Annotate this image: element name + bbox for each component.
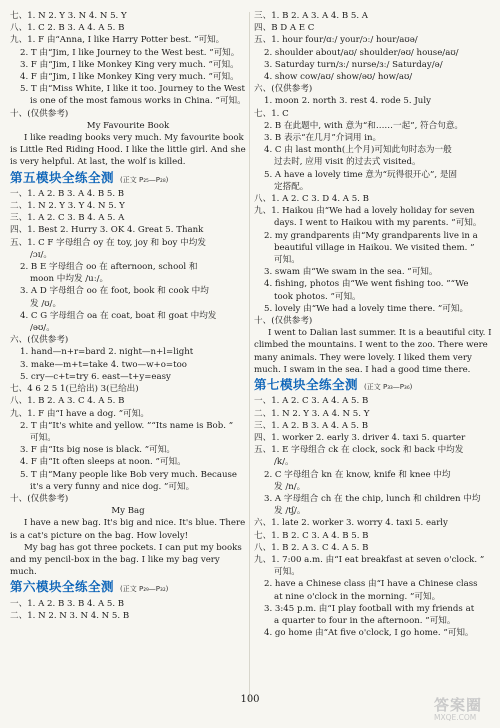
section-heading [10,581,246,595]
answer-line: 3. make—m+t=take 4. two—w+o=too [20,359,187,370]
answer-line: 三、1. A 2. B 3. A 4. A 5. B [254,420,369,431]
answer-line: 六、(仅供参考) [10,335,69,346]
answer-line: 九、1. F 由“Anna, I like Harry Potter best. ”可知。 [10,35,225,46]
answer-line: 八、1. C 2. B 3. A 4. A 5. B [10,23,125,34]
answer-line: 发 /ʊ/。 [30,298,62,309]
answer-line: 发 /n/。 [274,481,306,492]
answer-line: 七、1. C [254,108,289,119]
answer-line: 5. T 由“Many people like Bob very much. Because [20,469,237,480]
answer-line: 5. lovely 由“We had a lovely time there. ”可知。 [264,303,469,314]
section-heading [254,379,492,393]
essay-paragraph: I like reading books very much. My favourite book is Little Red Riding Hood. I like the little girl. And she is very helpful. At last, the wolf is killed. [10,133,246,168]
answer-line: 3. 3:45 p.m. 由“I play football with my friends at [264,603,475,614]
answer-line: 一、1. A 2. B 3. A 4. B 5. B [10,188,125,199]
answer-line: 5. A have a lovely time 意为“玩得很开心”, 是固 [264,169,458,180]
answer-line: 二、1. N 2. N 3. N 4. N 5. B [10,610,130,621]
answer-line: 3. F 由“Its big nose is black. ”可知。 [20,445,175,456]
answer-line: 2. have a Chinese class 由“I have a Chinese class [264,579,478,590]
answer-line: 4. go home 由“At five o'clock, I go home. ”可知。 [264,628,474,639]
watermark-main: 答案圈 [434,696,483,714]
answer-line: at nine o'clock in the morning. ”可知。 [274,591,441,602]
answer-line: 一、1. A 2. B 3. B 4. A 5. B [10,598,125,609]
answer-line: 九、1. 7:00 a.m. 由“I eat breakfast at seven o'clock. ” [254,554,485,565]
answer-line: 十、(仅供参考) [254,316,313,327]
section-title: 第七模块全练全测 [254,377,359,393]
answer-line: 九、1. Haikou 由“We had a lovely holiday for seven [254,206,475,217]
right-column [254,10,492,639]
answer-line: 五、1. E 字母组合 ck 在 clock, sock 和 back 中均发 [254,445,464,456]
answer-line: 2. my grandparents 由“My grandparents live in a [264,230,478,241]
answer-line: 定搭配。 [274,181,309,192]
answer-line: 可知。 [274,255,300,266]
answer-line: 4. F 由“It often sleeps at noon. ”可知。 [20,457,186,468]
column-divider [249,12,250,702]
answer-line: 可知。 [274,567,300,578]
answer-line: 4. show cow/aʊ/ show/əʊ/ how/aʊ/ [264,72,413,83]
answer-line: took photos. ”可知。 [274,291,361,302]
essay-paragraph: I went to Dalian last summer. It is a beautiful city. I climbed the mountains. I went to the zoo. There were many animals. They were lovely. I liked them very much. I swam in the sea. I had a good time there. [254,328,492,375]
answer-line: 十、(仅供参考) [10,493,69,504]
section-title: 第六模块全练全测 [10,579,115,595]
answer-line: beautiful village in Haikou. We visited them. ” [274,242,475,253]
answer-line: 六、(仅供参考) [254,84,313,95]
answer-line: 2. T 由“It's white and yellow. ”“Its name is Bob. ” [20,420,234,431]
answer-line: 发 /tʃ/。 [274,506,306,517]
answer-line: 5. T 由“Miss White, I like it too. Journey to the West [20,84,246,95]
answer-line: a quarter to four in the afternoon. ”可知。 [274,615,456,626]
section-page-range: (正文 P₃₃—P₃₆) [364,383,413,392]
answer-line: 九、1. F 由“I have a dog. ”可知。 [10,408,149,419]
answer-line: 2. B E 字母组合 oo 在 afternoon, school 和 [20,262,198,273]
answer-line: 1. moon 2. north 3. rest 4. rode 5. July [264,96,431,107]
answer-line: 七、4 6 2 5 1(已给出) 3(已给出) [10,384,139,395]
answer-line: 2. shoulder about/aʊ/ shoulder/əʊ/ house/aʊ/ [264,47,459,58]
watermark-logo [434,694,494,724]
answer-line: 五、1. C F 字母组合 oy 在 toy, joy 和 boy 中均发 [10,237,206,248]
answer-line: /ɔɪ/。 [30,249,52,260]
answer-line: 二、1. N 2. Y 3. A 4. N 5. Y [254,408,370,419]
answer-line: 三、1. A 2. C 3. B 4. A 5. A [10,213,125,224]
section-page-range: (正文 P₂₅—P₂₈) [120,175,169,184]
answer-line: 2. C 字母组合 kn 在 know, knife 和 knee 中均 [264,469,451,480]
answer-line: 二、1. N 2. Y 3. Y 4. N 5. Y [10,201,125,212]
essay-paragraph: My bag has got three pockets. I can put my books and my pencil-box in the bag. I like my bag very much. [10,542,242,578]
answer-line: 过去时, 应用 visit 的过去式 visited。 [274,157,421,168]
answer-line: moon 中均发 /uː/。 [30,274,109,285]
answer-line: 五、1. hour four/ɑː/ your/ɔː/ hour/aʊə/ [254,35,418,46]
answer-line: days. I went to Haikou with my parents. ”可知。 [274,218,482,229]
answer-line: is one of the most famous works in China. ”可知。 [30,96,246,107]
section-heading [10,169,246,186]
answer-line: /əʊ/。 [30,323,55,334]
answer-line: 八、1. B 2. A 3. C 4. A 5. B [10,396,125,407]
answer-line: 3. B 表示“在几月”介词用 in。 [264,133,382,144]
answer-line: 1. hand—n+r=bard 2. night—n+l=light [20,347,194,358]
answer-line: 四、1. worker 2. early 3. driver 4. taxi 5. quarter [254,432,466,443]
answer-line: 十、(仅供参考) [10,108,69,119]
answer-line: /k/。 [274,457,294,468]
answer-line: 六、1. late 2. worker 3. worry 4. taxi 5. early [254,518,448,529]
answer-line: 4. C 由 last month(上个月)可知此句时态为一般 [264,145,452,156]
answer-line: 3. F 由“Jim, I like Monkey King very much. ”可知。 [20,59,239,70]
answer-line: 七、1. B 2. C 3. A 4. B 5. B [254,530,369,541]
answer-line: 4. C G 字母组合 oa 在 coat, boat 和 goat 中均发 [20,310,217,321]
answer-line: 四、1. Best 2. Hurry 3. OK 4. Great 5. Thank [10,225,204,236]
answer-line: 2. T 由“Jim, I like Journey to the West best. ”可知。 [20,47,240,58]
answer-line: 八、1. A 2. C 3. D 4. A 5. B [254,194,369,205]
answer-line: My Bag [111,506,145,517]
answer-line: 一、1. A 2. C 3. A 4. A 5. B [254,396,369,407]
section-page-range: (正文 P₂₉—P₃₂) [120,585,169,594]
answer-line: My Favourite Book [86,120,170,131]
left-column [10,10,246,622]
watermark-sub: MXQE.COM [434,713,477,722]
answer-line: 七、1. N 2. Y 3. N 4. N 5. Y [10,11,127,21]
answer-line: 3. Saturday turn/ɜː/ nurse/ɜː/ Saturday/ə/ [264,59,443,70]
answer-line: 3. A 字母组合 ch 在 the chip, lunch 和 children 中均 [264,493,481,504]
answer-line: 3. A D 字母组合 oo 在 foot, book 和 cook 中均 [20,286,209,297]
answer-line: 四、B D A E C [254,23,315,34]
answer-line: it's a very funny and nice dog. ”可知。 [30,481,195,492]
answer-line: 三、1. B 2. A 3. A 4. B 5. A [254,11,369,21]
answer-line: 可知。 [30,432,56,443]
answer-line: 八、1. B 2. A 3. C 4. A 5. B [254,542,369,553]
essay-paragraph: I have a new bag. It's big and nice. It's blue. There is a cat's picture on the bag. How lovely! [10,518,246,541]
answer-line: 3. swam 由“We swam in the sea. ”可知。 [264,267,438,278]
answer-line: 2. B 在此题中, with 意为“和……一起”, 符合句意。 [264,120,464,131]
page-number: 100 [240,694,260,705]
answer-line: 5. cry—c+t=try 6. east—t+y=easy [20,371,171,382]
section-title: 第五模块全练全测 [10,169,115,185]
answer-line: 4. F 由“Jim, I like Monkey King very much. ”可知。 [20,72,239,83]
answer-line: 4. fishing, photos 由“We went fishing too. ”“We [264,279,469,290]
